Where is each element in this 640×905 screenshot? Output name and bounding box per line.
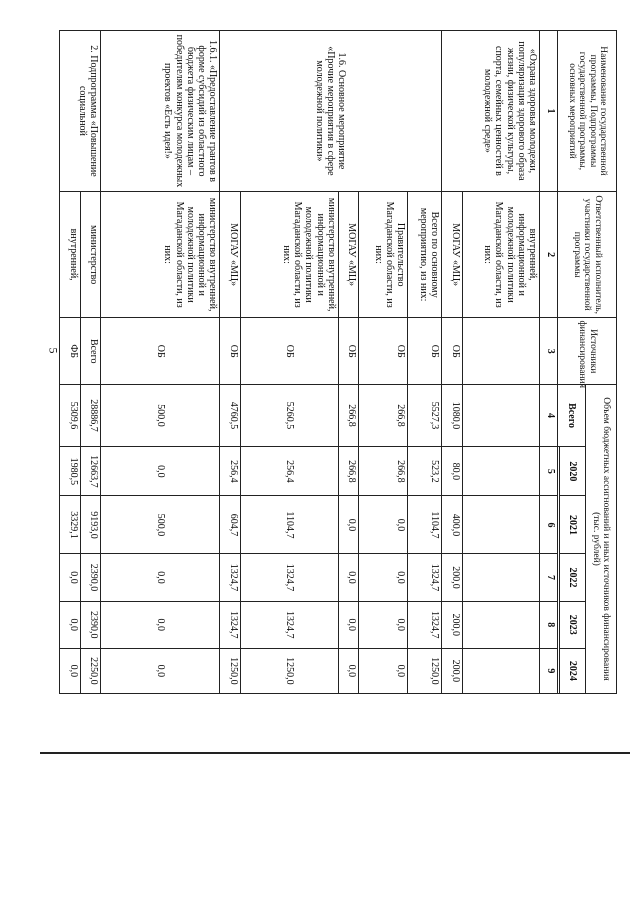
row-value — [462, 554, 539, 601]
row-value: 4760,5 — [220, 384, 241, 446]
column-number: 9 — [540, 648, 558, 693]
row-value: 2390,0 — [80, 554, 101, 601]
row-value: 1324,7 — [408, 554, 442, 601]
header-year: 2023 — [559, 601, 585, 648]
row-value — [462, 601, 539, 648]
row-value — [462, 648, 539, 693]
row-value: 1104,7 — [408, 496, 442, 554]
column-number: 2 — [540, 191, 558, 318]
row-value — [462, 447, 539, 496]
row-value: 0,0 — [338, 601, 359, 648]
row-value: 266,8 — [359, 384, 408, 446]
row-value: 1250,0 — [220, 648, 241, 693]
header-year: 2022 — [559, 554, 585, 601]
column-number: 1 — [540, 31, 558, 192]
row-value: 0,0 — [338, 554, 359, 601]
row-value: 0,0 — [101, 648, 220, 693]
row-value: 604,7 — [220, 496, 241, 554]
row-name: 2. Подпрограмма «Повышение социальной — [60, 31, 101, 192]
table-row — [408, 31, 442, 694]
row-value: 256,4 — [240, 447, 338, 496]
row-source: ОБ — [101, 318, 220, 385]
row-value: 9193,0 — [80, 496, 101, 554]
header-name: Наименование государственной программы, Подпрограммы государственной программы, основных мероприятий — [558, 31, 617, 192]
row-value: 266,8 — [338, 447, 359, 496]
row-source: ОБ — [441, 318, 462, 385]
row-value: 28886,7 — [80, 384, 101, 446]
column-number: 3 — [540, 318, 558, 385]
row-value: 80,0 — [441, 447, 462, 496]
row-value: 0,0 — [359, 554, 408, 601]
row-name: 1.6.1. «Предоставление грантов в форме субсидий из областного бюджета физическим лицам – победителям конкурса молодежных проектов «Есть идея!» — [101, 31, 220, 192]
row-value: 1324,7 — [220, 601, 241, 648]
row-value: 266,8 — [338, 384, 359, 446]
column-numbers-row — [540, 31, 558, 694]
row-value: 0,0 — [359, 648, 408, 693]
header-spacer — [558, 447, 559, 694]
row-value: 0,0 — [60, 601, 81, 648]
row-responsible: внутренней, информационной и молодежной политики Магаданской области, из них: — [462, 191, 539, 318]
row-responsible: МОГАУ «МЦ» — [220, 191, 241, 318]
header-total: Всего — [558, 384, 585, 446]
row-value: 12663,7 — [80, 447, 101, 496]
page-number: 5 — [46, 347, 61, 354]
row-responsible: внутренней, — [60, 191, 81, 318]
row-value: 1324,7 — [220, 554, 241, 601]
header-year: 2021 — [559, 496, 585, 554]
row-value — [462, 384, 539, 446]
row-source: ОБ — [220, 318, 241, 385]
header-row-1 — [585, 31, 616, 694]
row-value: 0,0 — [60, 554, 81, 601]
table-row — [101, 31, 220, 694]
row-value: 1080,0 — [441, 384, 462, 446]
row-value: 0,0 — [338, 496, 359, 554]
row-value: 1324,7 — [240, 601, 338, 648]
row-responsible: Всего по основному мероприятию, из них: — [408, 191, 442, 318]
row-value: 1104,7 — [240, 496, 338, 554]
row-source: ОБ — [408, 318, 442, 385]
header-year: 2020 — [559, 447, 585, 496]
row-value: 1250,0 — [408, 648, 442, 693]
column-number: 5 — [540, 447, 558, 496]
row-value: 500,0 — [101, 496, 220, 554]
program-funding-table — [59, 30, 617, 694]
row-value: 400,0 — [441, 496, 462, 554]
row-value: 0,0 — [359, 496, 408, 554]
row-value: 1250,0 — [240, 648, 338, 693]
column-number: 8 — [540, 601, 558, 648]
column-number: 4 — [540, 384, 558, 446]
header-source: Источники финансирования — [558, 318, 617, 385]
row-value: 200,0 — [441, 648, 462, 693]
row-value: 523,2 — [408, 447, 442, 496]
column-number: 6 — [540, 496, 558, 554]
row-value: 2390,0 — [80, 601, 101, 648]
row-value: 200,0 — [441, 554, 462, 601]
row-name: 1.6. Основное мероприятие «Прочие мероприятия в сфере молодежной политики» — [220, 31, 442, 192]
row-value — [462, 496, 539, 554]
row-value: 2250,0 — [80, 648, 101, 693]
row-value: 0,0 — [60, 648, 81, 693]
row-value: 5527,3 — [408, 384, 442, 446]
row-source — [462, 318, 539, 385]
table-row — [80, 31, 101, 694]
row-value: 500,0 — [101, 384, 220, 446]
rotated-page-content — [57, 30, 617, 694]
row-value: 0,0 — [101, 447, 220, 496]
row-value: 5309,6 — [60, 384, 81, 446]
table-row — [462, 31, 539, 694]
row-value: 266,8 — [359, 447, 408, 496]
row-value: 0,0 — [338, 648, 359, 693]
bottom-rule — [40, 752, 630, 754]
row-responsible: министерство внутренней, информационной и молодежной политики Магаданской области, из них: — [240, 191, 338, 318]
row-responsible: МОГАУ «МЦ» — [441, 191, 462, 318]
row-responsible: МОГАУ «МЦ» — [338, 191, 359, 318]
row-value: 5260,5 — [240, 384, 338, 446]
row-value: 0,0 — [359, 601, 408, 648]
row-value: 1980,5 — [60, 447, 81, 496]
row-value: 256,4 — [220, 447, 241, 496]
row-value: 1324,7 — [240, 554, 338, 601]
row-value: 0,0 — [101, 554, 220, 601]
row-name: «Охрана здоровья молодежи, популяризация здорового образа жизни, физической культуры, спорта, семейных ценностей в молодежной среде» — [441, 31, 539, 192]
row-responsible: Правительство Магаданской области, из них: — [359, 191, 408, 318]
row-source: ОБ — [359, 318, 408, 385]
row-value: 0,0 — [101, 601, 220, 648]
column-number: 7 — [540, 554, 558, 601]
row-source: ОБ — [240, 318, 338, 385]
header-responsible: Ответственный исполнитель, участники государственной программы — [558, 191, 617, 318]
row-source: ОБ — [338, 318, 359, 385]
row-responsible: министерство — [80, 191, 101, 318]
row-source: Всего — [80, 318, 101, 385]
header-year: 2024 — [559, 648, 585, 693]
header-volume: Объем бюджетных ассигнований и иных источников финансирования (тыс. рублей) — [585, 384, 616, 693]
row-responsible: министерство внутренней, информационной и молодежной политики Магаданской области, из них: — [101, 191, 220, 318]
row-value: 3329,1 — [60, 496, 81, 554]
row-value: 1324,7 — [408, 601, 442, 648]
row-value: 200,0 — [441, 601, 462, 648]
row-source: ФБ — [60, 318, 81, 385]
